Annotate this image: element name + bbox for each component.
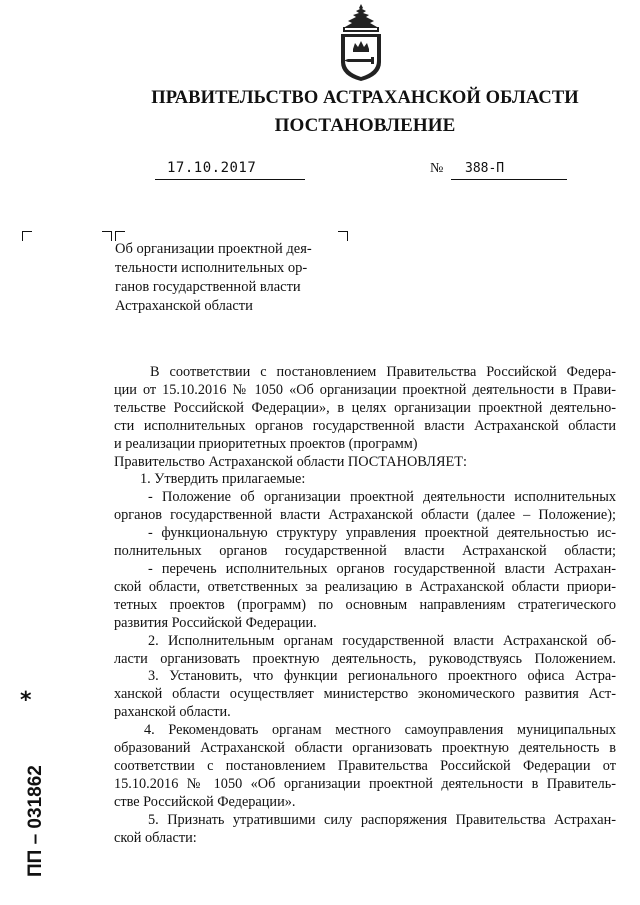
corner-mark <box>102 231 112 241</box>
document-subject <box>115 240 340 316</box>
document-type-title: ПОСТАНОВЛЕНИЕ <box>274 115 456 136</box>
date-field <box>155 161 305 180</box>
subject-line: ганов государственной власти <box>115 279 301 295</box>
body-line: 1. Утвердить прилагаемые: <box>140 471 306 488</box>
body-line: В соответствии с постановлением Правительства Российской Федера- <box>150 364 616 380</box>
serial-number: ПП – 031862 <box>25 765 46 877</box>
body-line: соответствии с постановлением Правительства Российской Федерации от <box>114 757 616 774</box>
body-line: ханской области осуществляет министерство экономического развития Аст- <box>114 686 616 703</box>
body-line: раханской области. <box>114 704 231 721</box>
subject-line: Об организации проектной дея- <box>115 241 312 257</box>
body-line: Правительство Астраханской области ПОСТАНОВЛЯЕТ: <box>114 453 467 470</box>
body-line: полнительных органов государственной власти Астраханской области; <box>114 543 616 560</box>
date-value: 17.10.2017 <box>167 160 257 176</box>
body-line: тельстве Российской Федерации», в целях организации проектной деятельно- <box>114 399 616 416</box>
body-line: - Положение об организации проектной деятельности исполнительных <box>148 489 616 506</box>
star-mark: * <box>20 688 32 713</box>
number-value: 388-П <box>465 161 505 176</box>
body-line: ской области: <box>114 829 197 846</box>
body-line: ласти организовать проектную деятельность, руководствуясь Положением. <box>114 650 616 667</box>
number-field <box>451 161 567 180</box>
body-line: органов государственной власти Астраханской области (далее – Положение); <box>114 507 616 524</box>
body-line: образований Астраханской области организовать проектную деятельность в <box>114 740 616 757</box>
body-line: сти исполнительных органов государственной власти Астраханской области <box>114 417 616 434</box>
body-line: тетных проектов (программ) по основным направлениям стратегического <box>114 596 616 613</box>
body-line: 2. Исполнительным органам государственной власти Астраханской об- <box>148 632 616 649</box>
body-line: развития Российской Федерации. <box>114 614 317 631</box>
government-title: ПРАВИТЕЛЬСТВО АСТРАХАНСКОЙ ОБЛАСТИ <box>151 88 579 108</box>
body-line: 4. Рекомендовать органам местного самоуправления муниципальных <box>144 722 616 739</box>
body-line: и реализации приоритетных проектов (программ) <box>114 435 418 452</box>
body-line: стве Российской Федерации». <box>114 793 296 810</box>
body-line: ции от 15.10.2016 № 1050 «Об организации проектной деятельности в Прави- <box>114 381 616 398</box>
document-body <box>114 364 616 847</box>
subject-line: Астраханской области <box>115 298 253 314</box>
corner-mark <box>22 231 32 241</box>
body-line: - перечень исполнительных органов государственной власти Астрахан- <box>148 560 616 577</box>
body-line: ской области, ответственных за реализацию в Астраханской области приори- <box>114 578 616 595</box>
body-line: 3. Установить, что функции регионального проектного офиса Астра- <box>148 668 616 685</box>
subject-line: тельности исполнительных ор- <box>115 260 308 276</box>
body-line: 5. Признать утратившими силу распоряжения Правительства Астрахан- <box>148 811 616 828</box>
body-line: - функциональную структуру управления проектной деятельностью ис- <box>148 525 616 542</box>
coat-of-arms-icon <box>333 2 389 82</box>
body-line: 15.10.2016 № 1050 «Об организации проектной деятельности в Правитель- <box>114 775 616 792</box>
number-sign: № <box>430 161 444 176</box>
